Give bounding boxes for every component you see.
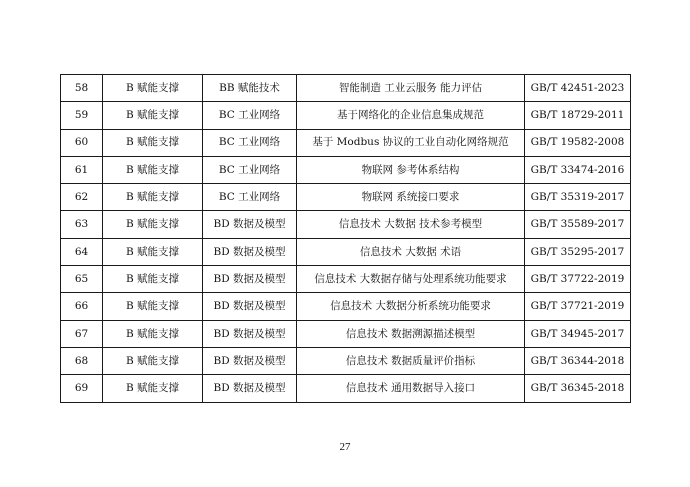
category-cell: B 赋能支撑 <box>103 184 203 211</box>
subcategory-cell: BD 数据及模型 <box>203 293 297 320</box>
standard-title-cell: 物联网 参考体系结构 <box>297 156 525 183</box>
row-number-cell: 59 <box>61 102 103 129</box>
subcategory-cell: BC 工业网络 <box>203 129 297 156</box>
standard-title-cell: 信息技术 通用数据导入接口 <box>297 375 525 402</box>
table-row <box>61 238 631 265</box>
row-number-cell: 68 <box>61 347 103 374</box>
standard-code-cell: GB/T 35589-2017 <box>525 211 631 238</box>
row-number-cell: 66 <box>61 293 103 320</box>
table-row <box>61 129 631 156</box>
standard-title-cell: 信息技术 大数据分析系统功能要求 <box>297 293 525 320</box>
standard-title-cell: 物联网 系统接口要求 <box>297 184 525 211</box>
subcategory-cell: BC 工业网络 <box>203 184 297 211</box>
standard-code-cell: GB/T 36344-2018 <box>525 347 631 374</box>
row-number-cell: 61 <box>61 156 103 183</box>
row-number-cell: 60 <box>61 129 103 156</box>
standard-code-cell: GB/T 35319-2017 <box>525 184 631 211</box>
row-number-cell: 69 <box>61 375 103 402</box>
table-row <box>61 375 631 402</box>
row-number-cell: 65 <box>61 266 103 293</box>
category-cell: B 赋能支撑 <box>103 266 203 293</box>
standard-title-cell: 信息技术 大数据 术语 <box>297 238 525 265</box>
subcategory-cell: BD 数据及模型 <box>203 266 297 293</box>
page-number: 27 <box>339 441 351 453</box>
standard-code-cell: GB/T 18729-2011 <box>525 102 631 129</box>
subcategory-cell: BB 赋能技术 <box>203 75 297 102</box>
category-cell: B 赋能支撑 <box>103 320 203 347</box>
standard-title-cell: 信息技术 数据溯源描述模型 <box>297 320 525 347</box>
standards-table <box>60 74 631 403</box>
table-row <box>61 293 631 320</box>
standard-code-cell: GB/T 34945-2017 <box>525 320 631 347</box>
standard-title-cell: 智能制造 工业云服务 能力评估 <box>297 75 525 102</box>
standard-code-cell: GB/T 33474-2016 <box>525 156 631 183</box>
category-cell: B 赋能支撑 <box>103 102 203 129</box>
standard-code-cell: GB/T 37721-2019 <box>525 293 631 320</box>
category-cell: B 赋能支撑 <box>103 375 203 402</box>
table-row <box>61 102 631 129</box>
table-row <box>61 320 631 347</box>
standard-code-cell: GB/T 35295-2017 <box>525 238 631 265</box>
table-row <box>61 211 631 238</box>
subcategory-cell: BD 数据及模型 <box>203 347 297 374</box>
category-cell: B 赋能支撑 <box>103 211 203 238</box>
standard-code-cell: GB/T 19582-2008 <box>525 129 631 156</box>
row-number-cell: 64 <box>61 238 103 265</box>
standards-table-body <box>61 75 631 403</box>
table-row <box>61 347 631 374</box>
standard-code-cell: GB/T 42451-2023 <box>525 75 631 102</box>
row-number-cell: 58 <box>61 75 103 102</box>
row-number-cell: 67 <box>61 320 103 347</box>
standard-title-cell: 信息技术 大数据存储与处理系统功能要求 <box>297 266 525 293</box>
category-cell: B 赋能支撑 <box>103 293 203 320</box>
standard-title-cell: 基于 Modbus 协议的工业自动化网络规范 <box>297 129 525 156</box>
table-row <box>61 75 631 102</box>
subcategory-cell: BD 数据及模型 <box>203 375 297 402</box>
standard-code-cell: GB/T 37722-2019 <box>525 266 631 293</box>
row-number-cell: 63 <box>61 211 103 238</box>
subcategory-cell: BD 数据及模型 <box>203 320 297 347</box>
category-cell: B 赋能支撑 <box>103 75 203 102</box>
table-row <box>61 184 631 211</box>
table-row <box>61 266 631 293</box>
row-number-cell: 62 <box>61 184 103 211</box>
subcategory-cell: BD 数据及模型 <box>203 211 297 238</box>
table-row <box>61 156 631 183</box>
standard-code-cell: GB/T 36345-2018 <box>525 375 631 402</box>
subcategory-cell: BD 数据及模型 <box>203 238 297 265</box>
standard-title-cell: 基于网络化的企业信息集成规范 <box>297 102 525 129</box>
category-cell: B 赋能支撑 <box>103 156 203 183</box>
category-cell: B 赋能支撑 <box>103 129 203 156</box>
category-cell: B 赋能支撑 <box>103 238 203 265</box>
subcategory-cell: BC 工业网络 <box>203 156 297 183</box>
subcategory-cell: BC 工业网络 <box>203 102 297 129</box>
standard-title-cell: 信息技术 大数据 技术参考模型 <box>297 211 525 238</box>
category-cell: B 赋能支撑 <box>103 347 203 374</box>
standard-title-cell: 信息技术 数据质量评价指标 <box>297 347 525 374</box>
